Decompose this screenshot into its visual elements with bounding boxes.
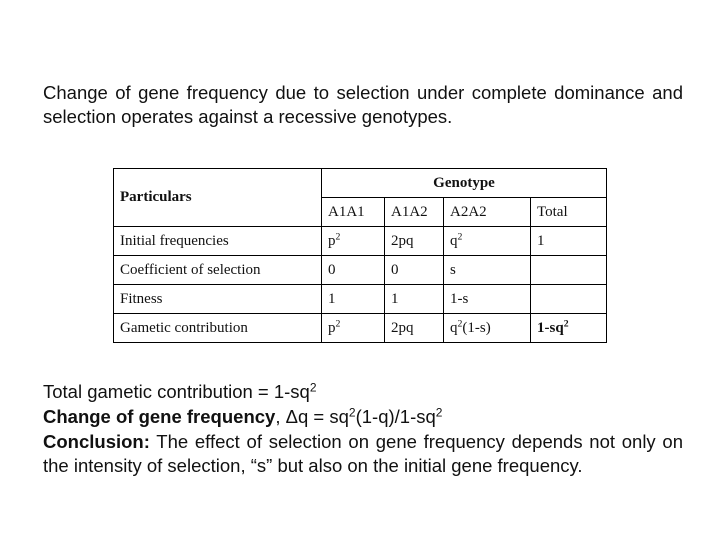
change-sep: , Δq = sq [275,406,349,427]
row-label: Gametic contribution [114,314,322,343]
cell-base: s [450,261,456,278]
cell-a1a1 [322,227,385,256]
change-sup1: 2 [348,405,356,420]
genotype-table [113,168,607,343]
cell-base: p [328,232,336,249]
cell-total [531,285,607,314]
conclusion-label: Conclusion: [43,431,150,452]
cell-sup: 2 [335,231,341,243]
column-header: A2A2 [444,198,531,227]
cell-a1a1 [322,285,385,314]
table-row [114,285,607,314]
cell-a2a2 [444,227,531,256]
cell-sup: 2 [457,318,463,330]
particulars-header: Particulars [114,169,322,227]
change-sup2: 2 [435,405,443,420]
cell-total [531,314,607,343]
table-row [114,256,607,285]
cell-base: 1 [537,232,545,249]
cell-base: 0 [328,261,336,278]
table-row [114,227,607,256]
row-label: Coefficient of selection [114,256,322,285]
cell-sup: 2 [335,318,341,330]
cell-a2a2 [444,314,531,343]
table-header-row [114,169,607,198]
conclusion-paragraph [43,430,683,478]
total-gametic-text: Total gametic contribution = 1-sq [43,381,310,402]
column-header: Total [531,198,607,227]
summary-block [43,380,683,479]
total-gametic-sup: 2 [309,380,317,395]
cell-a1a1 [322,256,385,285]
cell-a1a1 [322,314,385,343]
cell-a2a2 [444,285,531,314]
change-label: Change of gene frequency [43,406,276,427]
row-label: Fitness [114,285,322,314]
table-row [114,314,607,343]
conclusion-text: The effect of selection on gene frequency depends not only on the intensity of selection, “s” but also on the initial gene frequency. [43,431,683,476]
total-gametic-line [43,380,683,404]
cell-tail: (1-s) [462,319,491,336]
cell-base: 1-sq [537,319,564,336]
cell-sup: 2 [563,318,569,330]
change-line [43,405,683,429]
cell-sup: 2 [457,231,463,243]
cell-a1a2: 2pq [385,227,444,256]
cell-a1a2: 2pq [385,314,444,343]
cell-base: p [328,319,336,336]
cell-total [531,227,607,256]
column-header: A1A1 [322,198,385,227]
genotype-header: Genotype [322,169,607,198]
cell-base: 1 [328,290,336,307]
cell-a1a2: 1 [385,285,444,314]
cell-base: q [450,319,458,336]
row-label: Initial frequencies [114,227,322,256]
cell-a2a2 [444,256,531,285]
cell-total [531,256,607,285]
column-header: A1A2 [385,198,444,227]
cell-base: q [450,232,458,249]
change-mid: (1-q)/1-sq [355,406,436,427]
cell-a1a2: 0 [385,256,444,285]
intro-paragraph: Change of gene frequency due to selection under complete dominance and selection operates against a recessive genotypes. [43,82,683,127]
cell-base: 1-s [450,290,469,307]
